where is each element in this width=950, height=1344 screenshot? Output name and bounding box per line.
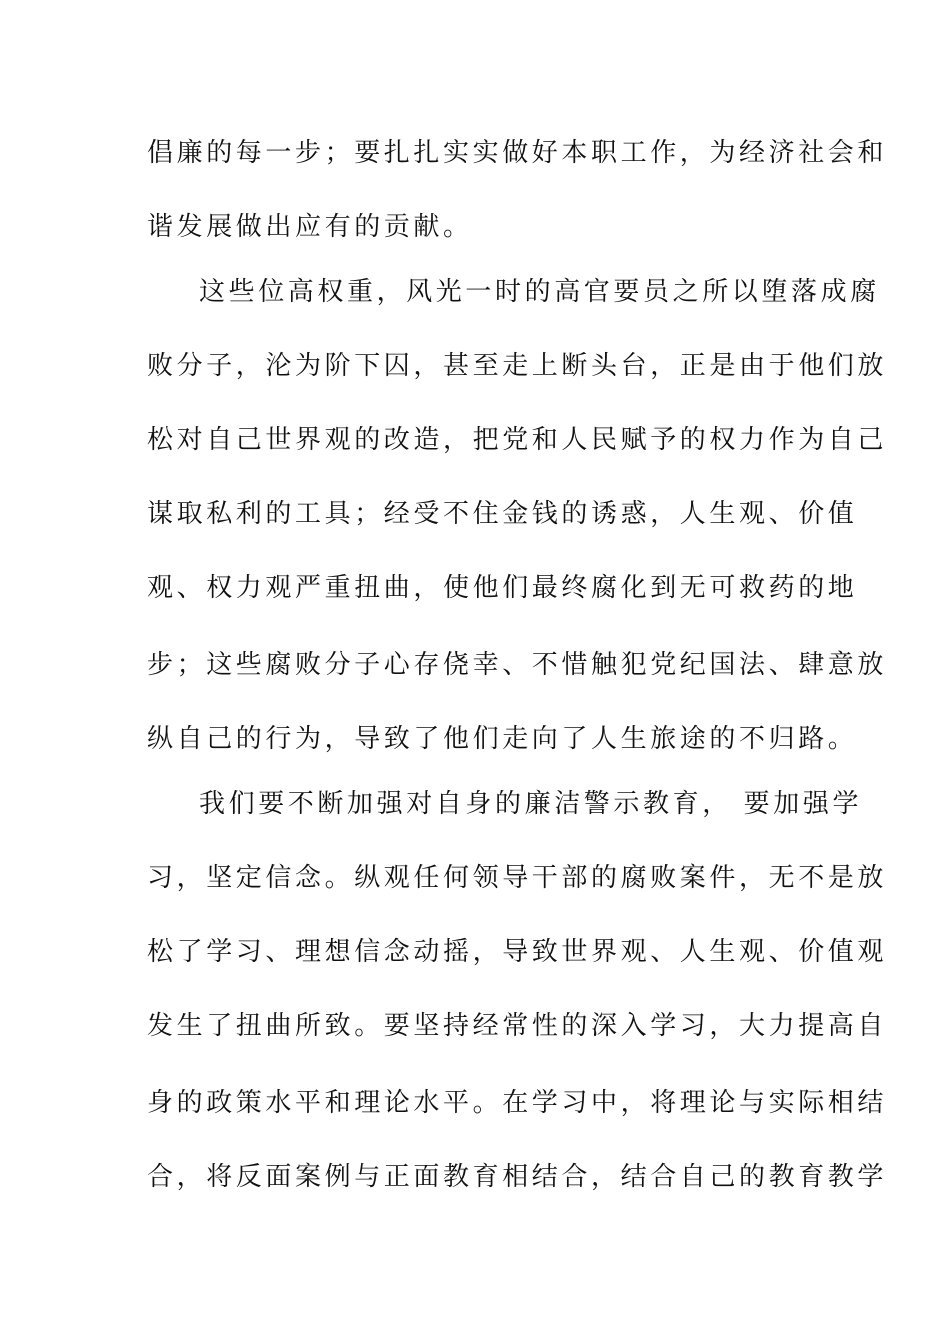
text-line: 步；这些腐败分子心存侥幸、不惜触犯党纪国法、肆意放 <box>147 650 888 680</box>
paragraph-start-line: 这些位高权重，风光一时的高官要员之所以堕落成腐 <box>199 277 880 307</box>
text-line: 松对自己世界观的改造，把党和人民赋予的权力作为自己 <box>147 425 888 455</box>
text-line: 谐发展做出应有的贡献。 <box>147 212 473 242</box>
text-line: 败分子，沦为阶下囚，甚至走上断头台，正是由于他们放 <box>147 351 888 381</box>
text-line: 谋取私利的工具；经受不住金钱的诱惑，人生观、价值 <box>147 499 858 529</box>
text-line: 身的政策水平和理论水平。在学习中，将理论与实际相结 <box>147 1088 888 1118</box>
text-line: 发生了扭曲所致。要坚持经常性的深入学习，大力提高自 <box>147 1011 888 1041</box>
text-line: 倡廉的每一步；要扎扎实实做好本职工作，为经济社会和 <box>147 138 888 168</box>
paragraph-start-line: 我们要不断加强对自身的廉洁警示教育， 要加强学 <box>199 789 863 819</box>
text-line: 松了学习、理想信念动摇，导致世界观、人生观、价值观 <box>147 937 888 967</box>
text-line: 观、权力观严重扭曲，使他们最终腐化到无可救药的地 <box>147 573 858 603</box>
text-line: 纵自己的行为，导致了他们走向了人生旅途的不归路。 <box>147 724 858 754</box>
text-line: 习，坚定信念。纵观任何领导干部的腐败案件，无不是放 <box>147 863 888 893</box>
text-line: 合，将反面案例与正面教育相结合，结合自己的教育教学 <box>147 1162 888 1192</box>
